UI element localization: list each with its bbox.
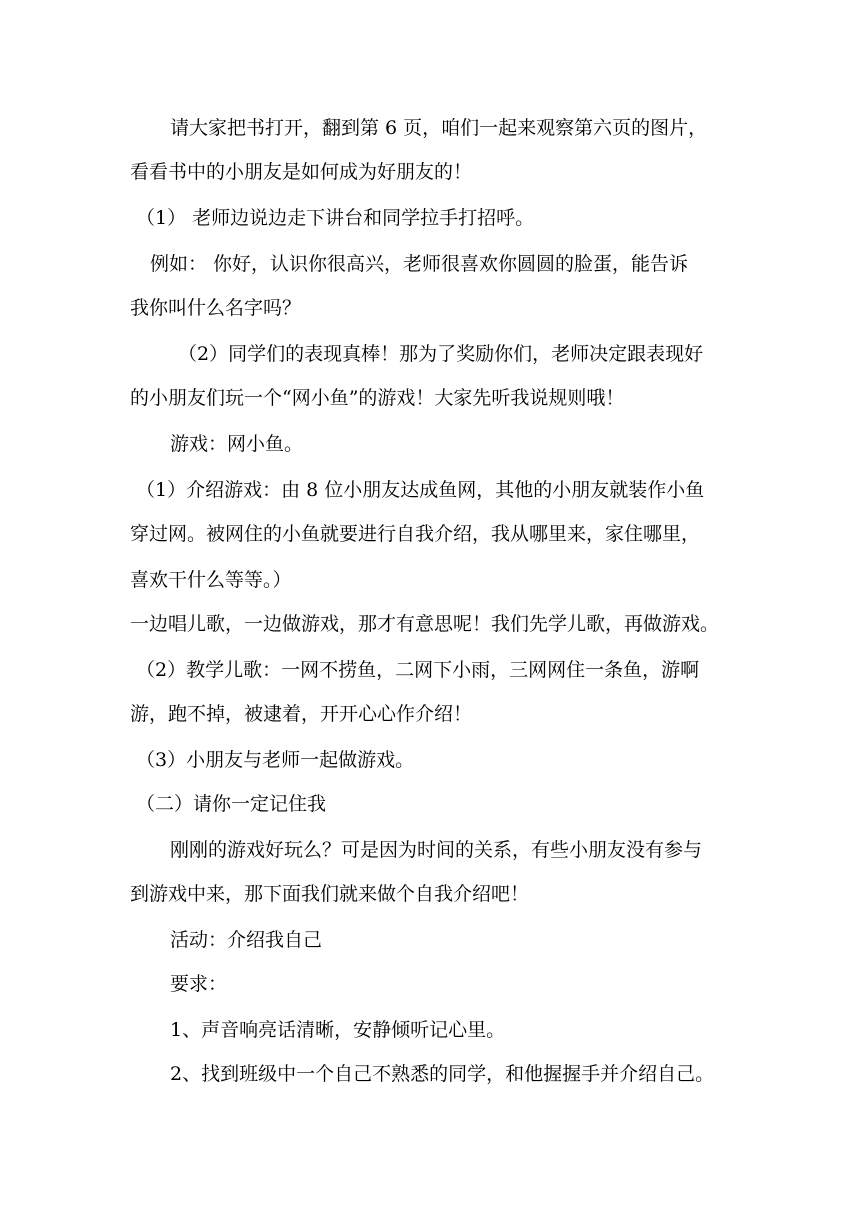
text-line-9: （1）介绍游戏：由 8 位小朋友达成鱼网，其他的小朋友就装作小鱼 [136, 479, 705, 501]
text-line-18: 到游戏中来，那下面我们就来做个自我介绍吧！ [130, 883, 530, 905]
text-line-12: 一边唱儿歌，一边做游戏，那才有意思呢！我们先学儿歌，再做游戏。 [130, 613, 720, 635]
text-line-22: 2、找到班级中一个自己不熟悉的同学，和他握握手并介绍自己。 [170, 1063, 715, 1085]
text-line-16: （二）请你一定记住我 [136, 793, 327, 815]
text-line-6: （2）同学们的表现真棒！那为了奖励你们，老师决定跟表现好 [178, 343, 704, 365]
text-line-13: （2）教学儿歌：一网不捞鱼，二网下小雨，三网网住一条鱼，游啊 [136, 659, 700, 681]
text-line-20: 要求： [170, 973, 228, 995]
text-line-19: 活动：介绍我自己 [170, 929, 323, 951]
text-line-14: 游，跑不掉，被逮着，开开心心作介绍！ [130, 703, 473, 725]
text-line-8: 游戏：网小鱼。 [170, 433, 304, 455]
text-line-7: 的小朋友们玩一个“网小鱼”的游戏！大家先听我说规则哦！ [130, 387, 625, 409]
text-line-1: 请大家把书打开，翻到第 6 页，咱们一起来观察第六页的图片， [170, 117, 708, 139]
text-line-3: （1） 老师边说边走下讲台和同学拉手打招呼。 [136, 207, 535, 229]
text-line-5: 我你叫什么名字吗？ [130, 297, 302, 319]
text-line-17: 刚刚的游戏好玩么？可是因为时间的关系，有些小朋友没有参与 [170, 839, 703, 861]
text-line-4: 例如： 你好，认识你很高兴，老师很喜欢你圆圆的脸蛋，能告诉 [150, 253, 689, 275]
text-line-15: （3）小朋友与老师一起做游戏。 [136, 749, 415, 771]
text-line-2: 看看书中的小朋友是如何成为好朋友的！ [130, 161, 473, 183]
text-line-11: 喜欢干什么等等。） [130, 569, 292, 591]
text-line-21: 1、声音响亮话清晰，安静倾听记心里。 [170, 1019, 506, 1041]
text-line-10: 穿过网。被网住的小鱼就要进行自我介绍，我从哪里来，家住哪里， [130, 523, 701, 545]
